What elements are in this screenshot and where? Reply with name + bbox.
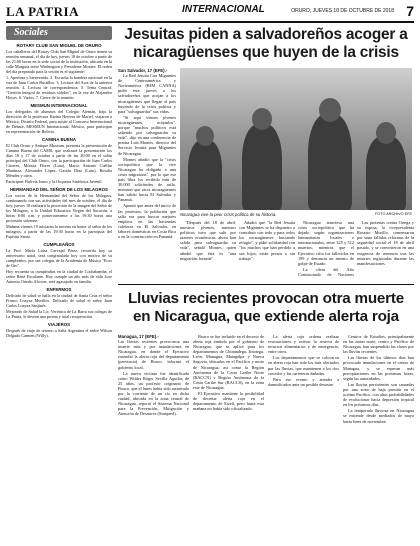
header-rule xyxy=(6,21,414,23)
sociales-text: Los delegados de alumnos del Colegio Alemán, bajo la dirección de la profesora Karina Herrera de Mariel, viajaron a México, Distrito Federal, para asistir al Concurso Internacional de Debate, MESMUN Internacional, México, para participar en representación de Bolivia. xyxy=(6,109,112,134)
article-paragraph: "Después del 18 de abril, nuestros jóvenes, nuestros políticos tuvo que salir por razones económicas, ahora han salido para salvaguardar su vida", señaló Montes, quien añadió que ésta es "una migración forzada". xyxy=(180,220,236,261)
story-slug: San Salvador, 17 (EFE).- xyxy=(118,68,168,73)
article-paragraph: "Si aquí vienen jóvenes nicaragüenses, acójanlos", porque "muchos políticos está saliendo por salvaguardar su vida", dijo en una conferencia de prensa Luis Montes, director del Servicio Jesuita para Migrantes de Nicaragua. xyxy=(118,114,176,156)
story-lluvias-body xyxy=(118,334,414,540)
sociales-text: Los socios de la Hermandad del Señor de los Milagros, continuando con sus actividades del mes de octubre, el día de hoy, jueves 18 realizará la procesión de la imagen del Señor de los Milagros, a la Unidad Educativa Virgen del Socavón, a horas 8:00 a.m. y posteriormente a las 19:30 horas una procesión solemne. xyxy=(6,193,112,223)
photo-credit: FOTO ARCHIVO EFE xyxy=(374,212,412,216)
sociales-text: 1. Apertura y bienvenida. 2. Escucha la bandera nacional en la voz de Juan Carlos Bustillos. 3. Lectura del Acta de la anterior reunión. 4. Lectura de correspondencia. 5. Tema Central: "Gestión integral de residuos sólidos", en la voz de Alejandro Hoyos. 6. Varios. 7. Cierre de la reunión. xyxy=(6,75,112,100)
article-column xyxy=(343,334,414,540)
section-title: INTERNACIONAL xyxy=(182,4,265,15)
story-jesuitas-body xyxy=(118,68,414,276)
photo-caption xyxy=(180,212,412,217)
sociales-text: El Club Oruro y Antique Museum, presenta la presentación de Camina Buena del CAMS, que realizará la presentación los días 16 y 17 de octubre a partir de las 20:00 en el salón principal del Club Oruro, con la participación de Juan Carlos Cáceres, Mónica Flores (Luto), Marco Antonio Cuéllar Martínez, Alexander López, Gastón Díaz (Luto), Rosalía Méndez y otros. xyxy=(6,143,112,178)
article-paragraph: Nicaragua atraviesa una crisis sociopolítica que ha dejado, según organizaciones humanitarias locales e internacionales, entre 325 y 512 muertos, mientras que el Ejecutivo cifra los fallecidos en 199 y denuncia un intento de golpe de Estado. xyxy=(298,220,354,266)
article-paragraph: El Ejecutivo mantiene la posibilidad de decretar alerta roja en el departamento de Estelí, pero hasta esta mañana no había sido oficializado. xyxy=(193,391,264,412)
sociales-item xyxy=(6,287,112,319)
article-paragraph: Los departamentos que se colocaron en alerta roja han sido los más afectados por las lluvias, que mantienen a los ríos crecidos y las carreteras dañadas. xyxy=(268,355,339,376)
article-column xyxy=(298,220,354,276)
article-paragraph: Boaco se fue incluido en el decreto de alerta roja emitido por el gobierno de Nicaragua, que se aplicó para los departamentos de Chinandega, Jinotega, León, Managua, Matagalpa y Nueva Segovia, ubicados en el Pacífico y norte de Nicaragua, así como la Región Autónoma de la Costa Caribe Norte (RACCN) y Región Autónoma de la Costa Caribe Sur (RACCS), en la zona este de Nicaragua. xyxy=(193,334,264,390)
news-photo xyxy=(180,68,412,210)
sociales-text: Mañana viernes 19 iniciarán la novena en honor al señor de los milagros, a partir de las 19:30 horas en la parroquia del Espíritu Santo. xyxy=(6,224,112,239)
article-paragraph: Para ese evento y atender a damnificados ante un posible desastre. xyxy=(268,376,339,387)
sociales-text: Los caballeros del Rotary Club San Miguel de Oruro tienen su reunión semanal, el día de hoy, jueves 18 de octubre a partir de las 21:00 horas en la sede social de la institución, ubicada en la calle Murguía entre Washington y Presidente Montes. El orden del día preparado para la sesión es el siguiente: xyxy=(6,49,112,74)
photo-caption-text: Nicaragua vive la peor crisis política de su historia. xyxy=(180,212,277,217)
page-number: 7 xyxy=(406,3,414,19)
sociales-item xyxy=(6,137,112,184)
article-column xyxy=(357,220,414,276)
masthead xyxy=(6,4,414,20)
sociales-text: Hoy recuerda su cumpleaños en la ciudad de Cochabamba, el señor René Escalante. Hoy cumple un año más de vida Jose Antonio Ortuño Alcocer, será agasajado en familia. xyxy=(6,269,112,284)
story-divider xyxy=(118,284,414,285)
article-paragraph: Las lluvias persistentes son causadas por una zona de baja presión en el océano Pacífico, con altas probabilidades de evolucionar hacia depresión tropical en los próximos días. xyxy=(343,381,414,408)
article-paragraph: Centros de Estudios, principalmente en las zonas norte, centro y Pacífico de Nicaragua, han suspendido las clases por las lluvias recientes. xyxy=(343,334,414,355)
sociales-item xyxy=(6,43,112,100)
article-column xyxy=(268,334,339,540)
sociales-heading: ROTARY CLUB SAN MIGUEL DE ORURO xyxy=(16,43,102,48)
sociales-heading: CAMINA BUENA xyxy=(41,137,77,142)
article-paragraph: Montes añadió que la "crisis sociopolítica que la vive Nicaragua ha obligado a una crisis migratoria", por lo que ese país libra los recibido más de 30.000 solicitudes de asilo, mientras que otros nicaragüenses han salido hacia El Salvador y Panamá. xyxy=(118,156,176,203)
sociales-text: Delicado de salud se halla en la ciudad de Santa Cruz el señor Franco Loayza Murillos. Delicado de salud el señor Juan Carlos Loayza Sanjinés. xyxy=(6,293,112,308)
article-paragraph: Apuntó que antes del inicio de las protestas, la población que salía era para buscar mejores empleos en las haciendas cafeteras en El Salvador, en labores domésticas en Costa Rica o en la construcción en Panamá. xyxy=(118,203,176,239)
article-paragraph: La cifras del Alto Comisionado de Naciones xyxy=(298,266,354,276)
sociales-banner: Sociales xyxy=(6,26,112,40)
sociales-item xyxy=(6,187,112,239)
sociales-column xyxy=(6,26,112,540)
sociales-heading: MESMUN INTERNACIONAL xyxy=(30,103,88,108)
article-column xyxy=(180,220,236,276)
sociales-item xyxy=(6,242,112,284)
article-paragraph: La nueva víctima fue identificada como Wilder Róger Sevilla Aguilar, de 25 años, un profesor originario de Boaco, que el lunes había sido arrastrado por la corriente de un río en dicha ciudad, ubicada en la zona central de Nicaragua, reportó el Sistema Nacional para la Prevención, Mitigación y Atención de Desastres (Sinapred). xyxy=(118,370,189,417)
article-paragraph: La alerta roja ordena realizar evacuaciones y activar la reserva de recursos alimentarios y de emergencia, entre otros. xyxy=(268,334,339,355)
article-column xyxy=(118,68,176,276)
article-paragraph: La temporada lluviosa en Nicaragua se extiende desde mediados de mayo hasta fines de noviembre. xyxy=(343,408,414,424)
sociales-item xyxy=(6,103,112,134)
dateline: ORURO, JUEVES 18 DE OCTUBRE DE 2018 xyxy=(291,8,394,14)
headline-lluvias: Lluvias recientes provocan otra muerte en Nicaragua, que extiende alerta roja xyxy=(127,290,404,325)
sociales-heading: HERMANDAD DEL SEÑOR DE LOS MILAGROS xyxy=(10,187,108,192)
sociales-text: Después de viaje de retorno a Salta Argentina el señor Wilson Delgado Carmen (Willy). xyxy=(6,328,112,338)
story-slug: Managua, 17 (EFE).- xyxy=(118,334,159,339)
article-column xyxy=(118,334,189,540)
story-jesuitas xyxy=(118,26,414,62)
article-paragraph: Las lluvias de los últimos días han provocado inundaciones en el centro de Managua, y se esperan más precipitaciones en las próximas horas, según las autoridades. xyxy=(343,355,414,381)
sociales-heading: CUMPLEAÑOS xyxy=(43,242,75,247)
article-paragraph: Las protestas contra Ortega y su esposa, la vicepresidenta Rosario Murillo, comenzaron por unas fallidas reformas de la seguridad social el 18 de abril pasado, y se convirtieron en una exigencia de renuncia tras las muertes registradas durante las manifestaciones. xyxy=(357,220,414,266)
newspaper-logo: LA PATRIA xyxy=(6,4,79,19)
sociales-text: Mejorado de Salud la Lic. Verónica de La Barra sus colegas de La Patria, le desean una pronta y total recuperación. xyxy=(6,309,112,319)
sociales-text: La Prof. María Luisa Carvajal Pérez, recuerda hoy su aniversario natal, será congratulada hoy con motivo de su cumpleaños, por sus colegas de la Academia de Música "Ecos de Oro". xyxy=(6,248,112,268)
sociales-heading: VIAJEROS xyxy=(47,322,71,327)
sociales-heading: ENFERMOS xyxy=(46,287,72,292)
sociales-item xyxy=(6,322,112,338)
article-column xyxy=(239,220,295,276)
headline-jesuitas: Jesuitas piden a salvadoreños acoger a nicaragüenses que huyen de la crisis xyxy=(124,26,408,61)
article-paragraph: Las lluvias recientes provocaron una muerte más y por inundaciones en Nicaragua, en donde el Ejecutivo extendió la alerta roja del departamento (provincia) de Boaco, informó el gobierno local. xyxy=(118,339,189,370)
article-paragraph: Añadió que "la Red Jesuita con Migrantes se ha dispuesto a contribuir con todo y para todos los nicaragüenses buscando refugio", y pidió solidaridad con "los muchos que han perdido a sus hijos, están presos o sin trabajo". xyxy=(239,220,295,261)
article-column xyxy=(193,334,264,540)
sociales-text: Participan: Bolivia Jones y la Orquesta Sinfónica Juvenil. xyxy=(6,179,103,184)
article-paragraph: La Red Jesuita Con Migrantes de Centroamérica y Norteamérica (RJM CANNA) pidió este jueves a los salvadoreños que acojan a los nicaragüenses que llegan al país huyendo de la crisis política y para "salvaguardar" sus vidas. xyxy=(118,73,176,114)
